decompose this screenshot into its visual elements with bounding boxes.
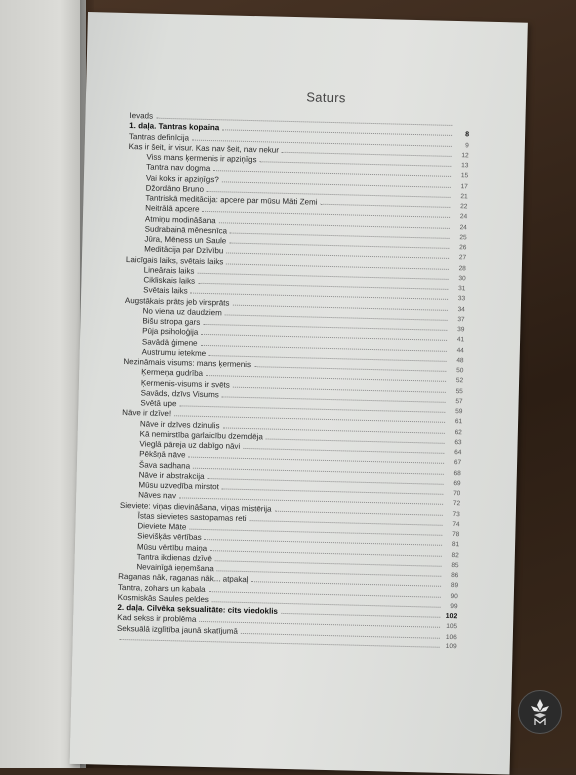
toc-page-number: 74 (445, 520, 459, 531)
toc-entry-title: Nāve ir dzīve! (122, 408, 171, 419)
toc-page-number: 78 (445, 530, 459, 541)
toc-page-number: 90 (444, 591, 458, 602)
toc-page-number: 70 (446, 489, 460, 500)
toc-entry-title: Mūsu vērtību maiņa (119, 541, 207, 553)
toc-page-number: 21 (453, 192, 467, 203)
toc-entry-title: Neitrālā apcere (127, 203, 199, 215)
toc-page-number: 85 (444, 561, 458, 572)
toc-page-number: 81 (445, 540, 459, 551)
toc-page-number: 67 (447, 458, 461, 469)
toc-entry-title: Austrumu ietekme (124, 347, 207, 359)
toc-entry-title: Kad sekss ir problēma (117, 613, 196, 625)
toc-entry-title: Vieglā pāreja uz dabīgo nāvi (121, 439, 240, 452)
toc-page-number: 106 (443, 632, 457, 643)
toc-page-number: 39 (450, 325, 464, 336)
toc-page-number: 68 (447, 468, 461, 479)
toc-page-number: 17 (454, 181, 468, 192)
toc-page-number: 24 (453, 212, 467, 223)
toc-entry-title: Sievišķās vērtības (119, 531, 202, 543)
toc-entry-title: Nāve ir dzīves dzinulis (122, 418, 220, 431)
toc-page-number: 31 (451, 284, 465, 295)
toc-entry-title: Laicīgais laiks, svētais laiks (126, 255, 224, 268)
toc-page-number: 33 (451, 294, 465, 305)
toc-entry-title: Kas ir šeit, ir visur. Kas nav šeit, nav nekur (129, 142, 279, 156)
toc-page-number: 82 (445, 550, 459, 561)
toc-entry-title: Nāves nav (120, 490, 176, 502)
toc-leader-dots (320, 204, 450, 208)
toc-entry-title: Džordāno Bruno (128, 183, 204, 195)
toc-page-number: 50 (449, 366, 463, 377)
toc-entry-title: Atmiņu modināšana (127, 214, 216, 226)
toc-page-number: 72 (446, 499, 460, 510)
toc-page-number: 69 (446, 479, 460, 490)
toc-entry-title: Nezināmais visums: mans ķermenis (123, 357, 251, 370)
toc-entry-title: Šava sadhana (121, 459, 190, 471)
toc-entry-title: Tantras definīcija (129, 132, 189, 144)
toc-entry-title: 1. daļa. Tantras kopaina (129, 121, 219, 133)
toc-page-number: 41 (450, 335, 464, 346)
toc-page-number: 63 (447, 438, 461, 449)
toc-entry-title: Tantra nav dogma (128, 162, 210, 174)
toc-entry-title: Meditācija par Dzīvību (126, 244, 223, 257)
toc-entry-title: Sudrabainā mēnesnīca (127, 224, 228, 237)
toc-page-number: 13 (454, 161, 468, 172)
toc-entry-title: Kosmiskās Saules peldes (118, 593, 209, 605)
watermark-badge (518, 690, 562, 734)
toc-entry-title: Pūja psiholoģija (124, 326, 198, 338)
toc-entry-title: Nevainīgā ieņemšana (118, 562, 214, 575)
toc-page-number: 9 (455, 141, 469, 152)
toc-page-number: 73 (446, 509, 460, 520)
toc-entry-title: Tantriskā meditācija: apcere par mūsu Māti Zemi (127, 193, 317, 208)
toc-entry-title: No viena uz daudziem (125, 306, 222, 319)
toc-page-number: 48 (449, 356, 463, 367)
page-title: Saturs (86, 84, 526, 110)
toc-entry-title: Vai koks ir apziņīgs? (128, 173, 219, 185)
toc-page-number: 59 (448, 407, 462, 418)
toc-page-number: 26 (452, 243, 466, 254)
toc-page-number: 64 (447, 448, 461, 459)
toc-leader-dots (120, 639, 440, 648)
toc-page-number: 15 (454, 171, 468, 182)
toc-page-number: 61 (448, 417, 462, 428)
toc-page-number: 86 (444, 571, 458, 582)
toc-entry-title: Savāds, dzīvs Visums (123, 388, 219, 401)
toc-entry-title: Svētais laiks (125, 285, 188, 297)
toc-entry-title: Tantra, zohars un kabala (118, 582, 206, 594)
toc-entry-title: Tantra ikdienas dzīvē (119, 552, 212, 565)
toc-entry-title: Īstas sievietes sastopamas reti (120, 511, 247, 524)
toc-entry-title: Ķermenis-visums ir svēts (123, 377, 230, 390)
toc-page-number: 34 (451, 304, 465, 315)
toc-page-number: 62 (448, 427, 462, 438)
toc-page-number: 37 (450, 315, 464, 326)
toc-entry-title: Mūsu uzvedība mirstot (120, 480, 219, 493)
toc-page-number: 99 (443, 602, 457, 613)
toc-page-number: 109 (442, 642, 456, 653)
toc-page-number: 8 (455, 130, 469, 141)
toc-entry-title: Cikliskais laiks (125, 275, 195, 287)
toc-entry-title: Jūra, Mēness un Saule (126, 234, 226, 247)
toc-page-number: 89 (444, 581, 458, 592)
toc-page-number: 52 (449, 376, 463, 387)
toc-page-number: 30 (451, 274, 465, 285)
toc-entry-title: Ķermeņa gudrība (123, 367, 203, 379)
toc-entry-title: 2. daļa. Cilvēka seksualitāte: cits viedoklis (117, 603, 278, 617)
toc-page-number: 44 (450, 345, 464, 356)
toc-page-number: 12 (454, 151, 468, 162)
toc-page-number: 57 (448, 397, 462, 408)
toc-entry-title: Augstākais prāts jeb virsprāts (125, 295, 230, 308)
toc-page-number: 105 (443, 622, 457, 633)
lotus-logo-icon (519, 691, 561, 733)
toc-page-number: 27 (452, 253, 466, 264)
toc-page-number: 25 (452, 233, 466, 244)
toc-page-number: 28 (452, 263, 466, 274)
toc-entry-title: Viss mans ķermenis ir apziņīgs (128, 152, 256, 165)
toc-entry-title: Sieviete: viņas dievināšana, viņas mistērija (120, 500, 272, 514)
toc-entry-title: Bišu stropa gars (124, 316, 200, 328)
toc-entry-title: Pēkšņā nāve (121, 449, 185, 461)
toc-entry-title: Raganas nāk, raganas nāk... atpakaļ (118, 572, 249, 585)
toc-page-number: 22 (453, 202, 467, 213)
contents-page (70, 12, 528, 775)
toc-entry-title: Dieviete Māte (119, 521, 186, 533)
toc-entry-title: Nāve ir abstrakcija (121, 470, 205, 482)
toc-entry-title: Seksuālā izglītība jaunā skatījumā (117, 623, 238, 636)
toc-entry-title: Kā nemirstība garlaicību dzemdēja (122, 429, 263, 443)
toc-entry-title: Savādā ģimene (124, 336, 198, 348)
toc-page-number: 55 (449, 386, 463, 397)
toc-entry-title: Svētā upe (122, 398, 176, 410)
toc-page-number: 102 (443, 612, 457, 623)
table-of-contents (117, 111, 470, 652)
toc-entry-title: Lineārais laiks (126, 265, 195, 277)
toc-entry-title: Ievads (129, 111, 153, 122)
toc-page-number: 24 (453, 222, 467, 233)
